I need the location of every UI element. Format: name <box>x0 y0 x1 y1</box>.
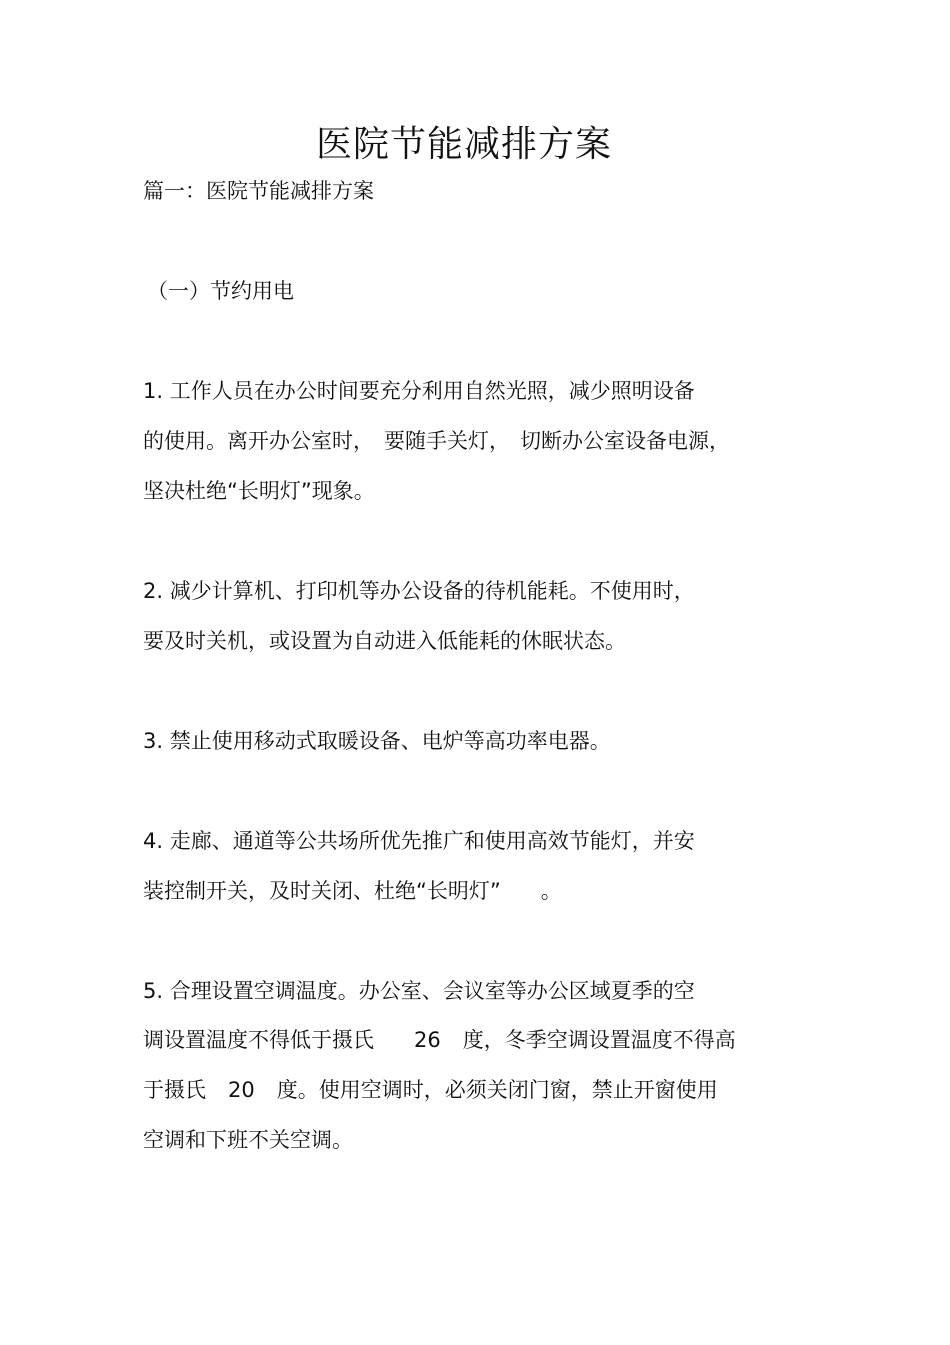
paragraph-line: 要及时关机，或设置为自动进入低能耗的休眠状态。 <box>143 629 626 653</box>
paragraph-line: 空调和下班不关空调。 <box>143 1128 353 1152</box>
paragraph-line <box>143 1075 718 1105</box>
text-segment: 的使用。离开办公室时， <box>143 429 374 453</box>
paragraph-line: 5. 合理设置空调温度。办公室、会议室等办公区域夏季的空 <box>143 979 695 1003</box>
paragraph-line: 4. 走廊、通道等公共场所优先推广和使用高效节能灯，并安 <box>143 829 695 853</box>
text-segment: 调设置温度不得低于摄氏 <box>143 1028 374 1052</box>
paragraph-line: 3. 禁止使用移动式取暖设备、电炉等高功率电器。 <box>143 729 611 753</box>
section-heading: （一）节约用电 <box>147 279 294 303</box>
paragraph-line: 2. 减少计算机、打印机等办公设备的待机能耗。不使用时， <box>143 579 695 603</box>
text-segment: 装控制开关，及时关闭、杜绝“长明灯” <box>143 879 501 903</box>
text-segment: 于摄氏 <box>143 1078 206 1102</box>
paragraph-line <box>143 876 562 906</box>
temperature-value: 20 <box>228 1078 255 1102</box>
text-segment: 度。使用空调时，必须关闭门窗，禁止开窗使用 <box>276 1078 718 1102</box>
text-segment: 度，冬季空调设置温度不得高 <box>462 1028 736 1052</box>
text-segment: 切断办公室设备电源， <box>520 429 730 453</box>
paragraph-line: 坚决杜绝“长明灯”现象。 <box>143 479 375 503</box>
paragraph-line <box>143 1025 736 1055</box>
paragraph-line <box>143 426 730 456</box>
temperature-value: 26 <box>414 1028 441 1052</box>
paragraph-line: 1. 工作人员在办公时间要充分利用自然光照，减少照明设备 <box>143 379 695 403</box>
text-segment: 要随手关灯， <box>384 429 510 453</box>
text-segment: 。 <box>540 879 562 903</box>
subtitle: 篇一：医院节能减排方案 <box>143 179 374 203</box>
page-title: 医院节能减排方案 <box>315 124 612 165</box>
